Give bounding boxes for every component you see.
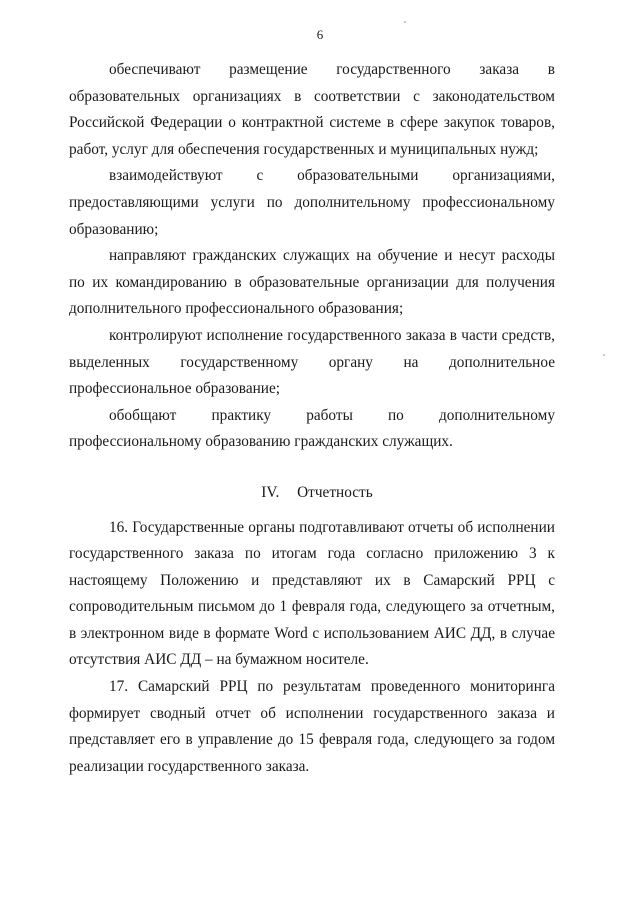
page-body <box>69 57 555 780</box>
list-item: взаимодействуют с образовательными организациями, предоставляющими услуги по дополнительному профессиональному образованию; <box>69 167 555 238</box>
scan-speck <box>404 21 406 23</box>
list-item: обеспечивают размещение государственного заказа в образовательных организациях в соответствии с законодательством Российской Федерации о контрактной системе в сфере закупок товаров, работ, услуг для обеспечения государственных и муниципальных нужд; <box>69 61 555 158</box>
list-item: обобщают практику работы по дополнительному профессиональному образованию гражданских служащих. <box>69 406 555 451</box>
section-title: Отчетность <box>297 483 373 501</box>
section-heading <box>69 480 555 507</box>
section-number: IV. <box>261 483 280 501</box>
page-number: 6 <box>316 27 324 42</box>
list-item: направляют гражданских служащих на обучение и несут расходы по их командированию в образовательные организации для получения дополнительного профессионального образования; <box>69 247 555 318</box>
paragraph-17: 17. Самарский РРЦ по результатам проведенного мониторинга формирует сводный отчет об исполнении государственного заказа и представляет его в управление до 15 февраля года, следующего за годом реализации государственного заказа. <box>69 678 555 775</box>
list-item: контролируют исполнение государственного заказа в части средств, выделенных государственному органу на дополнительное профессиональное образование; <box>69 326 555 398</box>
paragraph-16: 16. Государственные органы подготавливают отчеты об исполнении государственного заказа по итогам года согласно приложению 3 к настоящему Положению и представляют их в Самарский РРЦ с сопроводительным письмом до 1 февраля года, следующего за отчетным, в электронном виде в формате Word с использованием АИС ДД, в случае отсутствия АИС ДД – на бумажном носителе. <box>69 518 555 669</box>
scan-speck <box>603 354 605 356</box>
